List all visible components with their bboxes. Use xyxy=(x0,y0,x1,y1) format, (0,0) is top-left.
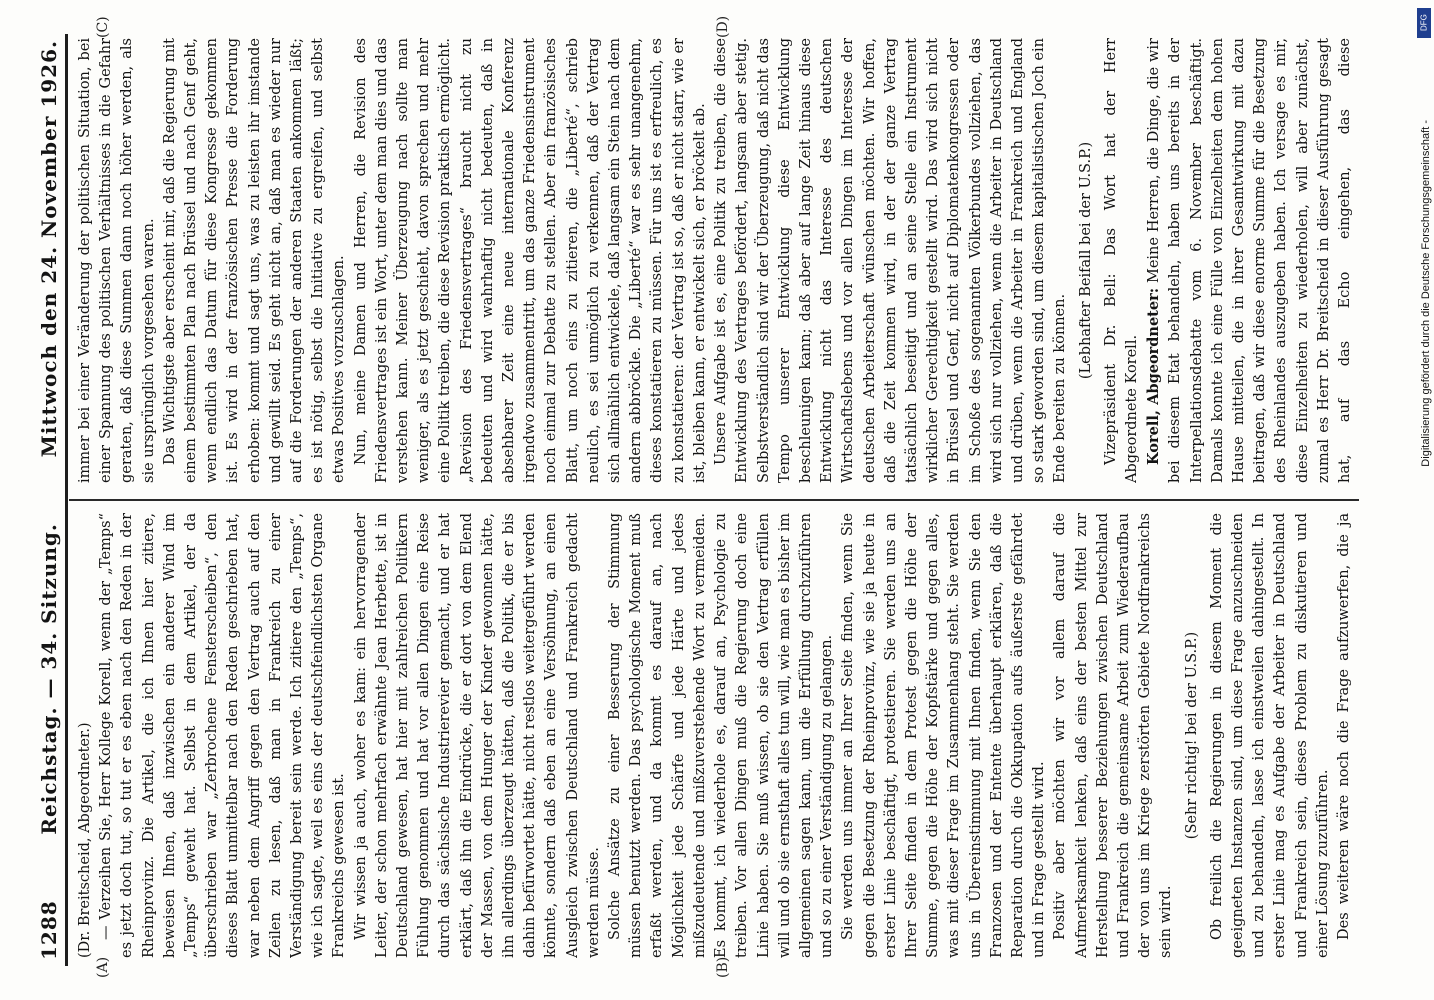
paragraph: Des weiteren wäre noch die Frage aufzuwerfen, die ja xyxy=(1335,513,1352,940)
session-title: Reichstag. — 34. Sitzung. xyxy=(37,523,61,835)
margin-letter-d: (D) xyxy=(715,15,731,38)
paragraph: Positiv aber möchten wir vor allem darauf die Aufmerksamkeit lenken, daß eins der besten Mittel zur Herstellung besserer Beziehungen zwischen Deutschland und Frankreich die gemeinsame Arbeit zum Wiederaufbau der von uns im Kriege zerstörten Gebiete Nordfrankreichs sein wird. xyxy=(1052,513,1175,958)
interjection: (Sehr richtig! bei der U.S.P.) xyxy=(1183,631,1200,840)
paragraph: Vizepräsident Dr. Bell: Das Wort hat der Herr Abgeordnete Korell. xyxy=(1102,38,1140,483)
paragraph: immer bei einer Veränderung der politischen Situation, bei einer Spannung des politischen Verhältnisses in die Gefahr geraten, daß diese Summen dann noch höher werden, als sie ursprünglich vorgesehen waren. xyxy=(77,38,157,483)
paragraph: — Verzeihen Sie, Herr Kollege Korell, wenn der „Temps“ es jetzt doch tut, so tut er es eben nach den Reden in der Rheinprovinz. Die Artikel, die ich Ihnen hier zitiere, beweisen Ihnen, daß inzwischen ein anderer Wind im „Temps“ geweht hat. Selbst in dem Artikel, der da überschrieben war „Zerbrochene Fensterscheiben“, den dieses Blatt unmittelbar nach den Reden geschrieben hat, war neben dem Angriff gegen den Vertrag auch auf den Zeilen zu lesen, daß man in Frankreich zu einer Verständigung bereit sein werde. Ich zitiere den „Temps“, wie ich sagte, weil es eins der deutschfeindlichsten Organe Frankreichs gewesen ist. xyxy=(98,513,348,958)
paragraph: Das Wichtigste aber erscheint mir, daß die Regierung mit einem bestimmten Plan nach Brüssel und nach Genf geht, wenn endlich das Datum für diese Kongresse gekommen ist. Es wird in der französischen Presse die Forderung erhoben: kommt und sagt uns, was zu leisten ihr imstande und gewillt seid. Es geht nicht an, daß man es wieder nur auf die Forderungen der anderen Staaten ankommen läßt; es ist nötig, selbst die Initiative zu ergreifen, und selbst etwas Positives vorzuschlagen. xyxy=(161,38,348,483)
digitization-note: Digitalisierung gefördert durch die Deutsche Forschungsgemeinschaft - xyxy=(1420,120,1432,467)
page-number: 1288 xyxy=(37,900,61,960)
paragraph: Sie werden uns immer an Ihrer Seite finden, wenn Sie gegen die Besetzung der Rheinprovinz, wie sie ja heute in erster Linie beschäftigt, protestieren. Sie werden uns an Ihrer Seite finden in dem Protest gegen die Höhe der Summe, gegen die Höhe der Kopfstärke und gegen alles, was mit dieser Frage im Zusammenhang steht. Sie werden uns in Übereinstimmung mit Ihnen finden, wenn Sie den Franzosen und der Entente überhaupt erklären, daß die Reparation durch die Okkupation aufs äußerste gefährdet und in Frage gestellt wird. xyxy=(840,513,1048,958)
running-header xyxy=(27,40,61,960)
speaker-header: (Dr. Breitscheid, Abgeordneter.) xyxy=(77,722,93,958)
paragraph: Ob freilich die Regierungen in diesem Moment die geeigneten Instanzen sind, um diese Frage anzuschneiden und zu behandeln, lasse ich einstweilen dahingestellt. In erster Linie mag es Aufgabe der Arbeiter in Deutschland und Frankreich sein, dieses Problem zu diskutieren und einer Lösung zuzuführen. xyxy=(1208,513,1331,958)
right-column xyxy=(75,38,1355,483)
margin-letter-b: (B) xyxy=(715,956,731,978)
paragraph: Wir wissen ja auch, woher es kam: ein hervorragender Leiter, der schon mehrfach erwähnte Jean Herbette, ist in Deutschland gewesen, hat hier mit zahlreichen Politikern Fühlung genommen und hat vor allen Dingen eine Reise durch das sächsische Industrierevier gemacht, und er hat erklärt, daß ihn die Eindrücke, die er dort von dem Elend der Massen, von dem Hunger der Kinder gewonnen hätte, ihn allerdings überzeugt hätten, daß die Politik, die er bis dahin befürwortet hätte, nicht restlos weitergeführt werden könnte, sondern daß eben an eine Versöhnung, an einen Ausgleich zwischen Deutschland und Frankreich gedacht werden müsse. xyxy=(352,513,602,958)
speaker-name: Korell, Abgeordneter: xyxy=(1145,287,1163,465)
page-sheet xyxy=(15,15,1375,980)
margin-letter-a: (A) xyxy=(95,956,111,978)
left-column xyxy=(75,513,1355,958)
session-date: Mittwoch den 24. November 1926. xyxy=(37,40,61,458)
dfg-logo: DFG xyxy=(1417,8,1431,38)
paragraph: Nun, meine Damen und Herren, die Revision des Friedensvertrages ist ein Wort, unter dem man dies und das verstehen kann. Meiner Überzeugung nach sollte man weniger, als es jetzt geschieht, davon sprechen und mehr eine Politik treiben, die diese Revision praktisch ermöglicht. „Revision des Friedensvertrages“ braucht nicht zu bedeuten und wird wahrhaftig nicht bedeuten, daß in absehbarer Zeit eine neue internationale Konferenz irgendwo zusammentritt, um das ganze Friedensinstrument noch einmal zur Debatte zu stellen. Aber ein französisches Blatt, um noch eins zu zitieren, die „Liberté“, schrieb neulich, es sei unmöglich zu verkennen, daß der Vertrag sich allmählich entwickele, daß langsam ein Stein nach dem andern abbröckle. Die „Liberté“ war es sehr unangenehm, dieses konstatieren zu müssen. Für uns ist es erfreulich, es zu konstatieren: der Vertrag ist so, daß er nicht starr, wie er ist, bleiben kann, er entwickelt sich, er bröckelt ab. xyxy=(352,38,708,483)
paragraph: Solche Ansätze zu einer Besserung der Stimmung müssen benutzt werden. Das psychologische Moment muß erfaßt werden, und da kommt es darauf an, nach Möglichkeit jede Schärfe und jede Härte und jedes mißzudeutende und mißzuverstehende Wort zu vermeiden. Es kommt, ich wiederhole es, darauf an, Psychologie zu treiben. Vor allen Dingen muß die Regierung doch eine Linie haben. Sie muß wissen, ob sie den Vertrag erfüllen will und ob sie ernsthaft alles tun will, wie man es bisher im allgemeinen sagen kann, um die Erfüllung durchzuführen und so zu einer Verständigung zu gelangen. xyxy=(607,513,836,958)
margin-letter-c: (C) xyxy=(95,16,111,38)
paragraph xyxy=(1143,38,1355,483)
speech-text: Meine Herren, die Dinge, die wir bei diesem Etat behandeln, haben uns bereits in der Interpellationsdebatte vom 6. November beschäftigt. Damals konnte ich eine Fülle von Einzelheiten dem hohen Hause mitteilen, die in ihrer Gesamtwirkung mit dazu beitragen, daß wir diese enorme Summe für die Besetzung des Rheinlandes auszugeben haben. Ich versage es mir, diese Einzelheiten zu wiederholen, will aber zunächst, zumal es Herr Dr. Breitscheid in dieser Ausführung gesagt hat, auf das Echo eingehen, das diese xyxy=(1146,38,1353,483)
interjection: (Lebhafter Beifall bei der U.S.P.) xyxy=(1077,141,1094,380)
paragraph: Unsere Aufgabe ist es, eine Politik zu treiben, die diese Entwicklung des Vertrages befördert, langsam aber stetig. Selbstverständlich sind wir der Überzeugung, daß nicht das Tempo unserer Entwicklung diese Entwicklung beschleunigen kann; daß aber auf lange Zeit hinaus diese Entwicklung nicht das Interesse des deutschen Wirtschaftslebens und vor allen Dingen im Interesse der deutschen Arbeiterschaft wünschen möchten. Wir hoffen, daß die Zeit kommen wird, in der der ganze Vertrag tatsächlich beseitigt und an seine Stelle ein Instrument wirklicher Gerechtigkeit gestellt wird. Das wird sich nicht in Brüssel und Genf, nicht auf Diplomatenkongressen oder im Schoße des sogenannten Völkerbundes vollziehen, das wird sich nur vollziehen, wenn die Arbeiter in Deutschland und drüben, wenn die Arbeiter in Frankreich und England so stark geworden sind, um diesem kapitalistischen Joch ein Ende bereiten zu können. xyxy=(713,38,1069,483)
column-divider xyxy=(69,499,1359,501)
header-rule xyxy=(65,34,68,966)
